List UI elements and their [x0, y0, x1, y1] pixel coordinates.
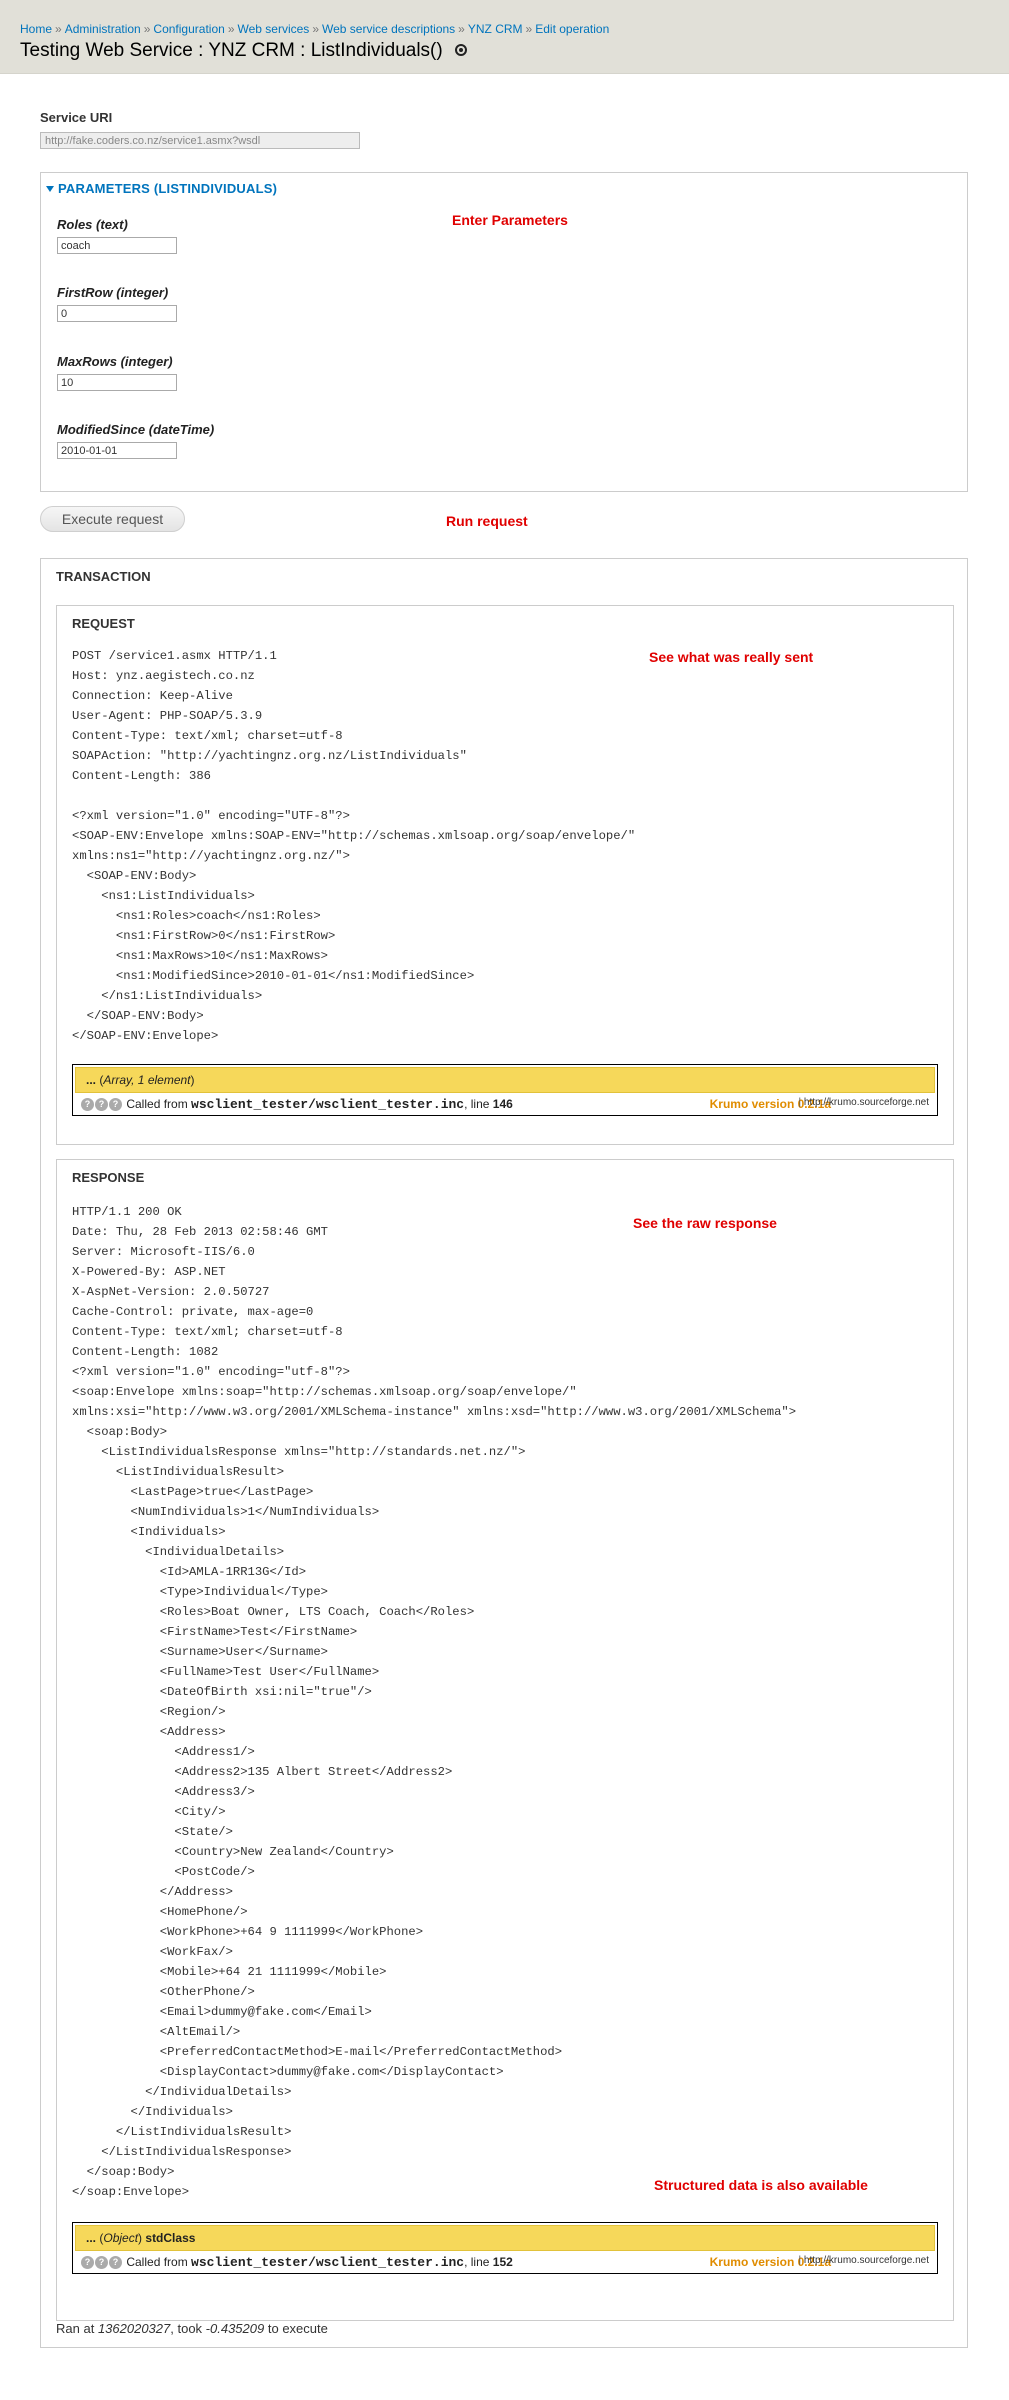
service-uri-label: Service URI: [40, 110, 113, 125]
request-legend: REQUEST: [72, 616, 135, 631]
breadcrumb-separator: »: [458, 22, 465, 36]
request-fieldset: [56, 605, 954, 1145]
krumo-class-name: stdClass: [145, 2231, 196, 2245]
krumo-type-open: (: [99, 1073, 104, 1087]
response-note: See the raw response: [633, 1215, 777, 1231]
help-icon[interactable]: ?: [95, 2256, 108, 2269]
help-icon[interactable]: ?: [109, 2256, 122, 2269]
response-body: <?xml version="1.0" encoding="utf-8"?> <soap:Envelope xmlns:soap="http://schemas.xmlsoap.org/soap/envelope/" xmlns:xsi="http://www.w3.org/2001/XMLSchema-instance" xmlns:xsd="http://www.w3.org/2001/XMLSchema"> <soap:Body> <ListIndividualsResponse xmlns="http://standards.net.nz/"> <ListIndividualsResult> <LastPage>true</LastPage> <NumIndividuals>1</NumIndividuals> <Individuals> <IndividualDetails> <Id>AMLA-1RR13G</Id> <Type>Individual</Type> <Roles>Boat Owner, LTS Coach, Coach</Roles> <FirstName>Test</FirstName> <Surname>User</Surname> <FullName>Test User</FullName> <DateOfBirth xsi:nil="true"/> <Region/> <Address> <Address1/> <Address2>135 Albert Street</Address2> <Address3/> <City/> <State/> <Country>New Zealand</Country> <PostCode/> </Address> <HomePhone/> <WorkPhone>+64 9 1111999</WorkPhone> <WorkFax/> <Mobile>+64 21 1111999</Mobile> <OtherPhone/> <Email>dummy@fake.com</Email> <AltEmail/> <PreferredContactMethod>E-mail</PreferredContactMethod> <DisplayContact>dummy@fake.com</DisplayContact> </IndividualDetails> </Individuals> </ListIndividualsResult> </ListIndividualsResponse> </soap:Body> </soap:Envelope>: [72, 1365, 797, 2199]
param-label-roles: Roles (text): [57, 217, 128, 232]
krumo-version: Krumo version 0.2.1a: [709, 2255, 831, 2269]
request-headers: POST /service1.asmx HTTP/1.1 Host: ynz.aegistech.co.nz Connection: Keep-Alive User-Agent: PHP-SOAP/5.3.9 Content-Type: text/xml; charset=utf-8 SOAPAction: "http://yachtingnz.org.nz/ListIndividuals" Content-Length: 386: [72, 649, 467, 783]
param-type: text: [100, 217, 124, 232]
krumo-footer: [81, 1097, 931, 1115]
page-title: [20, 40, 467, 62]
krumo-url[interactable]: | http://krumo.sourceforge.net: [799, 1097, 929, 1108]
breadcrumb: [20, 22, 609, 36]
gear-icon[interactable]: [455, 44, 467, 56]
krumo-type-close: ): [190, 1073, 195, 1087]
param-name: Roles: [57, 217, 93, 232]
help-icon[interactable]: ?: [81, 2256, 94, 2269]
breadcrumb-separator: »: [525, 22, 533, 36]
param-label-modifiedsince: ModifiedSince (dateTime): [57, 422, 215, 437]
breadcrumb-ynz-crm[interactable]: YNZ CRM: [467, 22, 523, 36]
krumo-bar[interactable]: [75, 1067, 935, 1093]
help-icon[interactable]: ?: [109, 1098, 122, 1111]
help-icon[interactable]: ?: [95, 1098, 108, 1111]
breadcrumb-separator: »: [312, 22, 319, 36]
krumo-type-open: (: [99, 2231, 104, 2245]
maxrows-input[interactable]: [57, 374, 177, 391]
modifiedsince-input[interactable]: [57, 442, 177, 459]
krumo-line: 152: [492, 2255, 513, 2269]
breadcrumb-separator: »: [55, 22, 62, 36]
execution-summary: [56, 2321, 328, 2336]
krumo-ellipsis: ...: [86, 1073, 97, 1087]
page-title-text: Testing Web Service : YNZ CRM : ListIndividuals(): [20, 40, 443, 61]
breadcrumb-administration[interactable]: Administration: [64, 22, 141, 36]
response-headers: HTTP/1.1 200 OK Date: Thu, 28 Feb 2013 02:58:46 GMT Server: Microsoft-IIS/6.0 X-Powered-By: ASP.NET X-AspNet-Version: 2.0.50727 Cache-Control: private, max-age=0 Content-Type: text/xml; charset=utf-8 Content-Length: 1082: [72, 1205, 343, 1359]
krumo-called-from: Called from: [126, 2255, 188, 2269]
param-name: FirstRow: [57, 285, 113, 300]
breadcrumb-configuration[interactable]: Configuration: [153, 22, 225, 36]
krumo-ellipsis: ...: [86, 2231, 97, 2245]
krumo-file: wsclient_tester/wsclient_tester.inc: [191, 1097, 465, 1112]
krumo-footer: [81, 2255, 931, 2273]
response-legend: RESPONSE: [72, 1170, 145, 1185]
help-icon[interactable]: ?: [81, 1098, 94, 1111]
enter-parameters-note: Enter Parameters: [452, 212, 568, 228]
breadcrumb-separator: »: [227, 22, 235, 36]
krumo-file: wsclient_tester/wsclient_tester.inc: [191, 2255, 465, 2270]
page-header: [0, 0, 1009, 74]
krumo-line: 146: [492, 1097, 513, 1111]
krumo-bar[interactable]: [75, 2225, 935, 2251]
breadcrumb-separator: »: [143, 22, 151, 36]
krumo-type: Array, 1 element: [103, 1073, 191, 1087]
param-type: dateTime: [153, 422, 210, 437]
breadcrumb-edit-operation[interactable]: Edit operation: [535, 22, 610, 36]
request-body: <?xml version="1.0" encoding="UTF-8"?> <SOAP-ENV:Envelope xmlns:SOAP-ENV="http://schemas.xmlsoap.org/soap/envelope/" xmlns:ns1="http://yachtingnz.org.nz/"> <SOAP-ENV:Body> <ns1:ListIndividuals> <ns1:Roles>coach</ns1:Roles> <ns1:FirstRow>0</ns1:FirstRow> <ns1:MaxRows>10</ns1:MaxRows> <ns1:ModifiedSince>2010-01-01</ns1:ModifiedSince> </ns1:ListIndividuals> </SOAP-ENV:Body> </SOAP-ENV:Envelope>: [72, 809, 636, 1043]
run-request-note: Run request: [446, 513, 528, 529]
response-fieldset: [56, 1159, 954, 2321]
ran-duration: -0.435209: [205, 2321, 265, 2336]
firstrow-input[interactable]: [57, 305, 177, 322]
ran-suffix: to execute: [267, 2321, 328, 2336]
ran-prefix: Ran at: [56, 2321, 95, 2336]
krumo-dump-request: [72, 1064, 938, 1116]
ran-timestamp: 1362020327: [97, 2321, 171, 2336]
execute-request-button[interactable]: Execute request: [40, 506, 185, 532]
transaction-legend: TRANSACTION: [56, 569, 151, 584]
krumo-type-close: ): [138, 2231, 143, 2245]
param-name: ModifiedSince: [57, 422, 146, 437]
krumo-dump-response: [72, 2222, 938, 2274]
transaction-fieldset: [40, 558, 968, 2348]
krumo-version: Krumo version 0.2.1a: [709, 1097, 831, 1111]
breadcrumb-web-service-descriptions[interactable]: Web service descriptions: [322, 22, 456, 36]
param-name: MaxRows: [57, 354, 117, 369]
triangle-down-icon: [46, 186, 54, 192]
breadcrumb-web-services[interactable]: Web services: [237, 22, 310, 36]
parameters-legend[interactable]: [46, 181, 277, 196]
param-type: integer: [124, 354, 169, 369]
krumo-url[interactable]: | http://krumo.sourceforge.net: [799, 2255, 929, 2266]
krumo-called-from: Called from: [126, 1097, 188, 1111]
krumo-line-label: , line: [464, 2255, 490, 2269]
krumo-type: Object: [103, 2231, 139, 2245]
roles-input[interactable]: [57, 237, 177, 254]
structured-data-note: Structured data is also available: [654, 2177, 868, 2193]
breadcrumb-home[interactable]: Home: [20, 22, 53, 36]
service-uri-input[interactable]: [40, 132, 360, 149]
ran-middle: , took: [170, 2321, 203, 2336]
param-label-firstrow: FirstRow (integer): [57, 285, 169, 300]
krumo-line-label: , line: [464, 1097, 490, 1111]
param-type: integer: [120, 285, 164, 300]
parameters-legend-text: PARAMETERS (LISTINDIVIDUALS): [58, 181, 278, 196]
param-label-maxrows: MaxRows (integer): [57, 354, 173, 369]
request-note: See what was really sent: [649, 649, 814, 665]
